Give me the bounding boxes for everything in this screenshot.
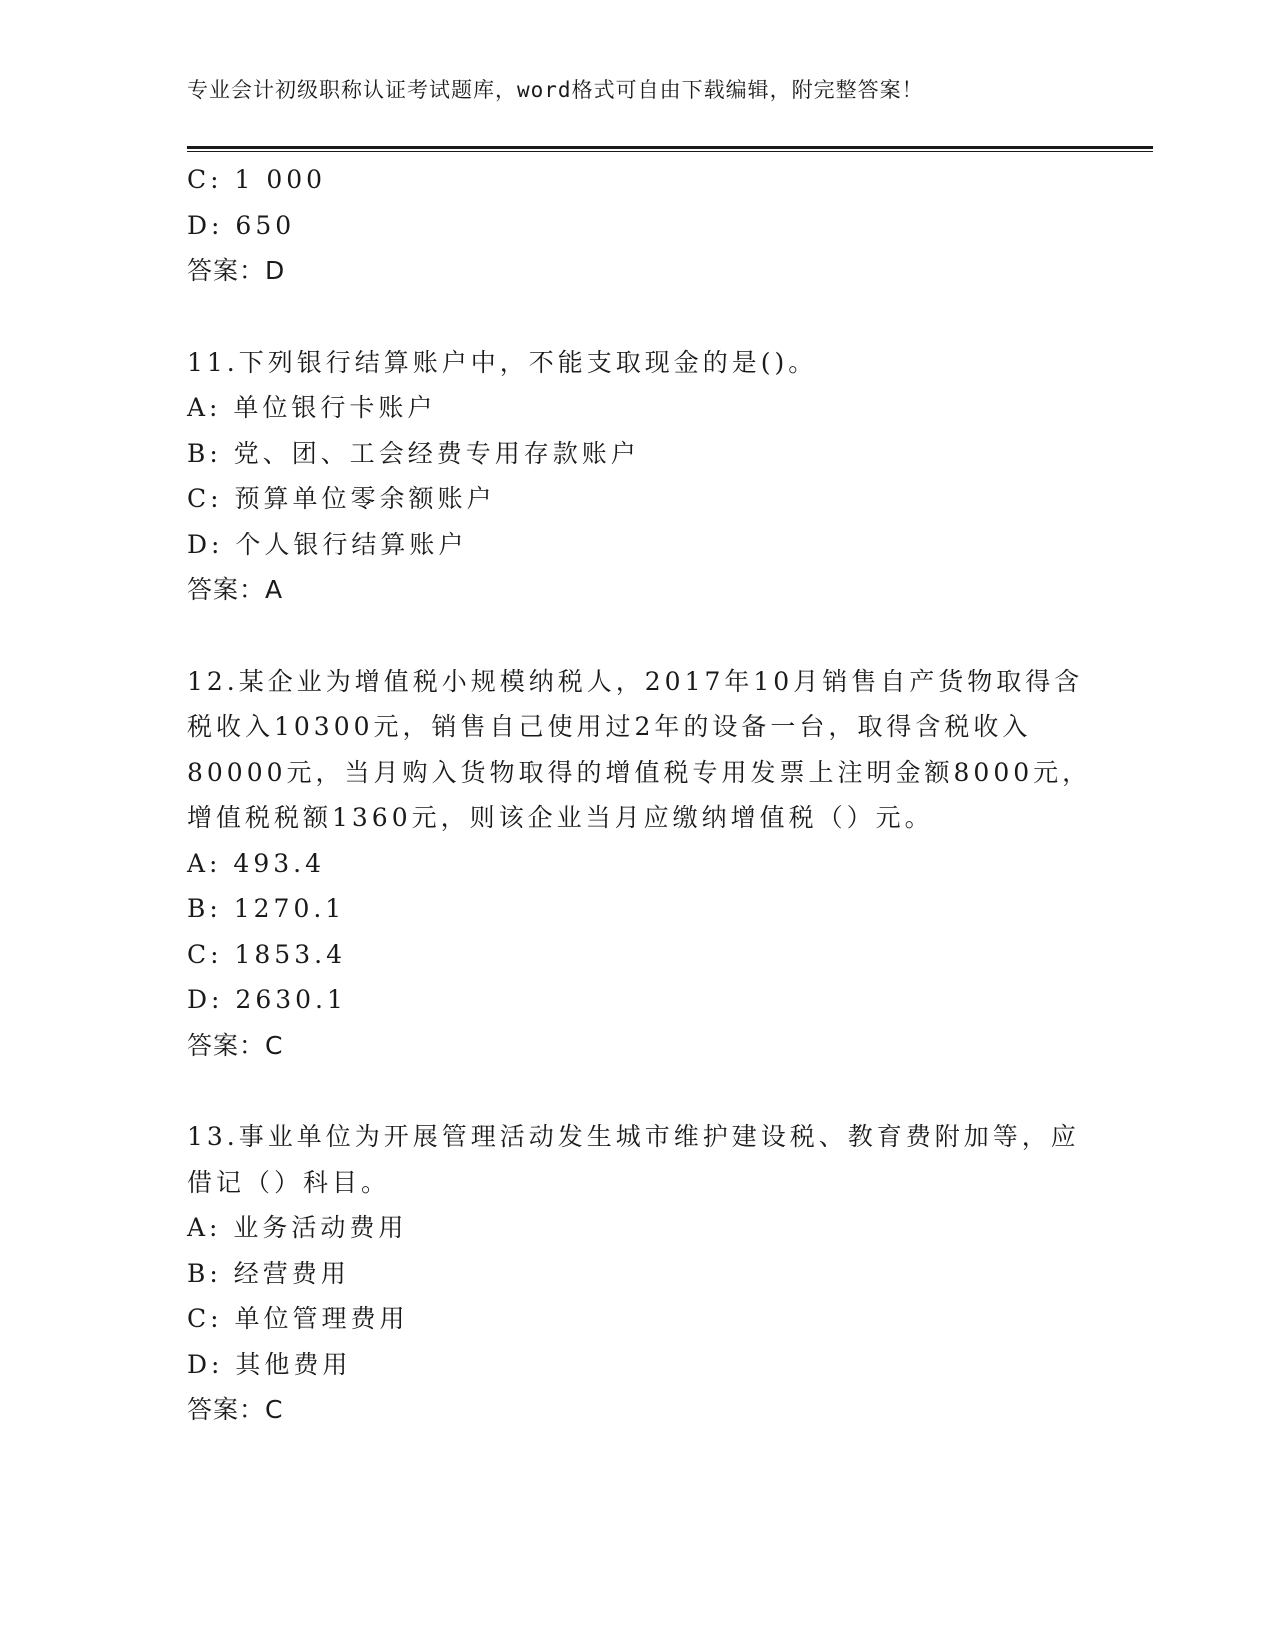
option-a: A: 单位银行卡账户 — [187, 393, 437, 422]
question-stem: 11.下列银行结算账户中，不能支取现金的是()。 — [187, 347, 818, 377]
question-stem: 税收入10300元，销售自己使用过2年的设备一台，取得含税收入 — [187, 712, 1032, 741]
option-d: D: 其他费用 — [187, 1349, 352, 1379]
question-stem: 80000元，当月购入货物取得的增值税专用发票上注明金额8000元， — [187, 757, 1092, 787]
question-12 — [187, 659, 1092, 1069]
document-body — [187, 157, 1092, 1433]
document-header: 专业会计初级职称认证考试题库，word格式可自由下载编辑，附完整答案！ — [187, 78, 924, 102]
question-stem: 借记（）科目。 — [187, 1167, 391, 1197]
option-d: D: 个人银行结算账户 — [187, 529, 468, 559]
answer: 答案：A — [187, 575, 284, 604]
prev-question-tail — [187, 157, 1087, 294]
option-a: A: 业务活动费用 — [187, 1213, 408, 1242]
spacer — [187, 294, 1087, 340]
option-b: B: 党、团、工会经费专用存款账户 — [187, 438, 640, 468]
header-rule-thick — [187, 146, 1153, 149]
option-c: C: 1 000 — [187, 165, 327, 194]
option-b: B: 1270.1 — [187, 894, 346, 923]
option-b: B: 经营费用 — [187, 1258, 350, 1288]
option-d: D: 2630.1 — [187, 985, 347, 1014]
question-13 — [187, 1114, 1087, 1433]
option-c: C: 单位管理费用 — [187, 1304, 409, 1333]
spacer — [187, 613, 1087, 659]
question-stem: 13.事业单位为开展管理活动发生城市维护建设税、教育费附加等，应 — [187, 1122, 1080, 1151]
question-stem: 12.某企业为增值税小规模纳税人，2017年10月销售自产货物取得含 — [187, 666, 1084, 696]
answer: 答案：D — [187, 256, 286, 285]
option-a: A: 493.4 — [187, 848, 325, 878]
option-c: C: 1853.4 — [187, 939, 346, 969]
answer: 答案：C — [187, 1395, 284, 1424]
header-rule-thin — [187, 151, 1153, 152]
option-c: C: 预算单位零余额账户 — [187, 484, 496, 513]
spacer — [187, 1068, 1087, 1114]
question-stem: 增值税税额1360元，则该企业当月应缴纳增值税（）元。 — [187, 803, 934, 832]
answer: 答案：C — [187, 1030, 284, 1060]
option-d: D: 650 — [187, 210, 296, 240]
question-11 — [187, 340, 1087, 613]
